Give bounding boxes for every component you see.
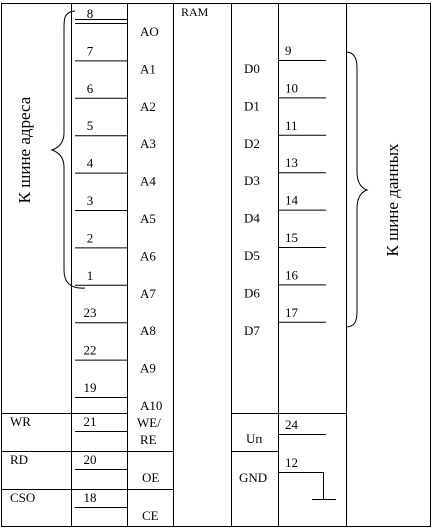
- address-signal-label: A5: [140, 211, 156, 226]
- data-pin-number: 17: [285, 304, 298, 320]
- data-pin-number: 10: [285, 80, 298, 96]
- data-pin-number: 11: [285, 117, 298, 133]
- power-pin-number-12: 12: [285, 455, 298, 470]
- address-pin-number: 3: [86, 193, 94, 208]
- address-signal-label: A10: [140, 398, 163, 413]
- chip-name: RAM: [181, 5, 209, 19]
- address-pin-number: 23: [83, 305, 97, 321]
- power-signal-gnd: GND: [239, 470, 268, 485]
- address-pin-number: 4: [86, 155, 94, 171]
- data-pin-number: 13: [285, 155, 298, 171]
- address-pin-number: 7: [86, 43, 94, 59]
- address-signal-label: A3: [140, 136, 156, 152]
- control-name: RD: [10, 452, 29, 467]
- ground-symbol: [278, 473, 336, 500]
- address-bus-label: К шине адреса: [15, 96, 34, 204]
- power-pin-number-24: 24: [285, 417, 298, 432]
- control-pin-number: 20: [83, 452, 97, 467]
- power-pins: [239, 417, 336, 500]
- address-signal-label: A1: [140, 61, 156, 77]
- data-signal-label: D1: [244, 98, 260, 114]
- power-signal-upit: Uп: [246, 431, 263, 446]
- address-signal-label: A8: [140, 323, 156, 339]
- address-pin-number: 22: [83, 342, 97, 358]
- address-signal-label: A4: [140, 173, 156, 189]
- data-signal-label: D4: [244, 210, 260, 226]
- address-pins: [75, 6, 162, 413]
- address-signal-label: A6: [140, 248, 156, 264]
- address-signal-label: A2: [140, 98, 156, 114]
- address-pin-number: 6: [86, 80, 94, 96]
- address-signal-label: AO: [140, 24, 159, 39]
- address-signal-label: A9: [140, 360, 156, 376]
- data-signal-label: D2: [244, 135, 260, 151]
- data-signal-label: D5: [244, 248, 260, 263]
- control-name: WR: [10, 414, 31, 429]
- control-rows: [10, 414, 161, 523]
- control-name: CSO: [10, 490, 36, 505]
- data-pin-number: 15: [285, 230, 298, 245]
- control-pin-number: 18: [83, 490, 97, 505]
- control-signal-label: OE: [142, 470, 160, 485]
- address-pin-number: 19: [83, 380, 97, 395]
- address-bus-brace: [52, 11, 85, 288]
- control-pin-number: 21: [83, 414, 97, 429]
- control-signal-label: CE: [142, 508, 159, 523]
- data-signal-label: D7: [244, 322, 260, 338]
- table-frame: [1, 3, 431, 527]
- data-pin-number: 14: [285, 192, 298, 208]
- data-pin-number: 9: [285, 43, 292, 58]
- data-signal-label: D0: [244, 61, 260, 76]
- address-pin-number: 5: [86, 118, 94, 134]
- address-signal-label: A7: [140, 285, 156, 301]
- address-pin-number: 2: [86, 230, 94, 246]
- address-pin-number: 8: [86, 6, 94, 21]
- data-pins: [244, 43, 326, 338]
- data-bus-label: К шине данных: [383, 143, 402, 257]
- address-pin-number: 1: [86, 267, 94, 283]
- data-signal-label: D6: [244, 285, 260, 301]
- data-pin-number: 16: [285, 267, 298, 283]
- control-signal-line1: WE/: [137, 415, 161, 430]
- data-bus-brace: [346, 52, 367, 327]
- data-signal-label: D3: [244, 173, 260, 189]
- control-signal-line2: RE: [140, 432, 157, 447]
